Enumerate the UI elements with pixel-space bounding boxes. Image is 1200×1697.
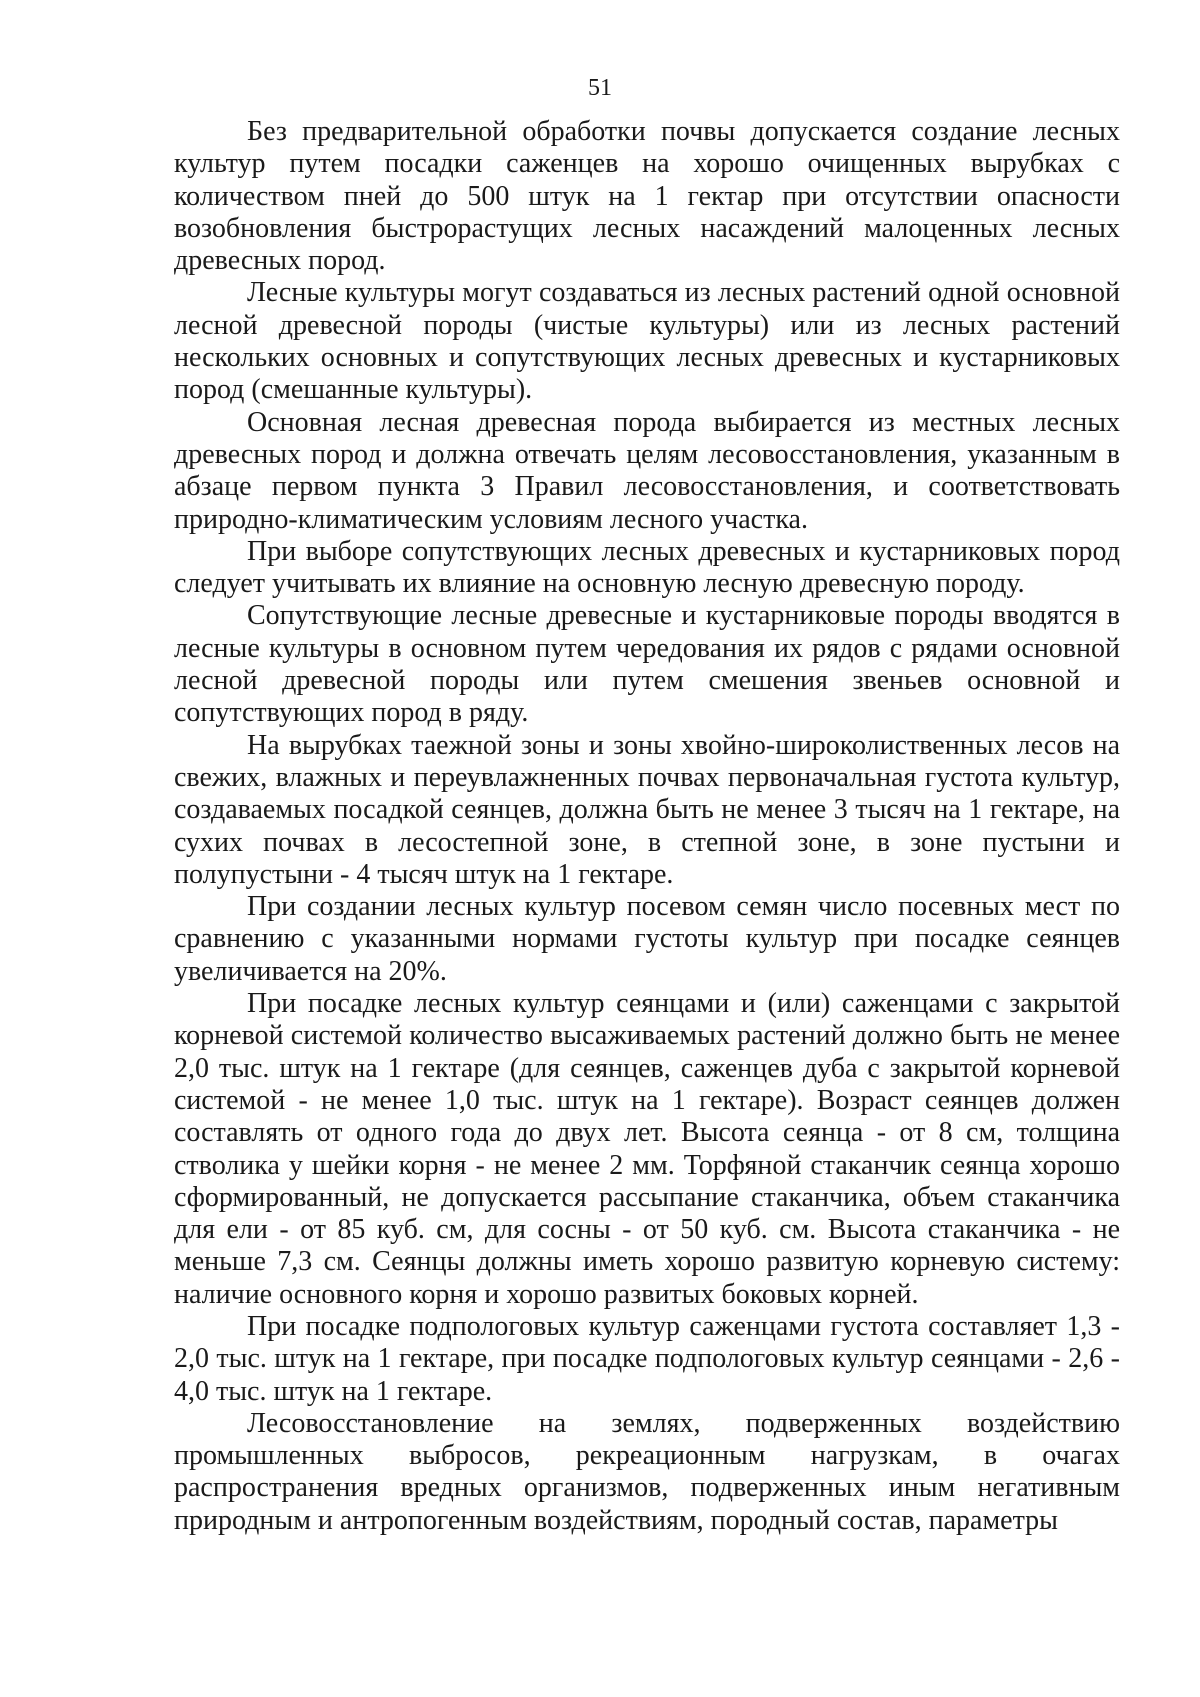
paragraph-8: При посадке лесных культур сеянцами и (или) саженцами с закрытой корневой системой количество высаживаемых растений должно быть не менее 2,0 тыс. штук на 1 гектаре (для сеянцев, саженцев дуба с закрытой корневой системой - не менее 1,0 тыс. штук на 1 гектаре). Возраст сеянцев должен составлять от одного года до двух лет. Высота сеянца - от 8 см, толщина стволика у шейки корня - не менее 2 мм. Торфяной стаканчик сеянца хорошо сформированный, не допускается рассыпание стаканчика, объем стаканчика для ели - от 85 куб. см, для сосны - от 50 куб. см. Высота стаканчика - не меньше 7,3 см. Сеянцы должны иметь хорошо развитую корневую систему: наличие основного корня и хорошо развитых боковых корней.	[174, 988, 1120, 1310]
paragraph-7: При создании лесных культур посевом семян число посевных мест по сравнению с указанными нормами густоты культур при посадке сеянцев увеличивается на 20%.	[174, 891, 1120, 987]
paragraph-4: При выборе сопутствующих лесных древесных и кустарниковых пород следует учитывать их влияние на основную лесную древесную породу.	[174, 535, 1120, 600]
paragraph-1: Без предварительной обработки почвы допускается создание лесных культур путем посадки саженцев на хорошо очищенных вырубках с количеством пней до 500 штук на 1 гектар при отсутствии опасности возобновления быстрорастущих лесных насаждений малоценных лесных древесных пород.	[174, 116, 1120, 277]
body-text	[174, 116, 1120, 1537]
paragraph-2: Лесные культуры могут создаваться из лесных растений одной основной лесной древесной породы (чистые культуры) или из лесных растений нескольких основных и сопутствующих лесных древесных и кустарниковых пород (смешанные культуры).	[174, 277, 1120, 406]
paragraph-10: Лесовосстановление на землях, подверженных воздействию промышленных выбросов, рекреационным нагрузкам, в очагах распространения вредных организмов, подверженных иным негативным природным и антропогенным воздействиям, породный состав, параметры	[174, 1407, 1120, 1536]
page-number: 51	[588, 75, 612, 101]
paragraph-6: На вырубках таежной зоны и зоны хвойно-широколиственных лесов на свежих, влажных и переувлажненных почвах первоначальная густота культур, создаваемых посадкой сеянцев, должна быть не менее 3 тысяч на 1 гектаре, на сухих почвах в лесостепной зоне, в степной зоне, в зоне пустыни и полупустыни - 4 тысяч штук на 1 гектаре.	[174, 729, 1120, 890]
paragraph-5: Сопутствующие лесные древесные и кустарниковые породы вводятся в лесные культуры в основном путем чередования их рядов с рядами основной лесной древесной породы или путем смешения звеньев основной и сопутствующих пород в ряду.	[174, 600, 1120, 729]
paragraph-9: При посадке подпологовых культур саженцами густота составляет 1,3 - 2,0 тыс. штук на 1 гектаре, при посадке подпологовых культур сеянцами - 2,6 - 4,0 тыс. штук на 1 гектаре.	[174, 1310, 1120, 1407]
paragraph-3: Основная лесная древесная порода выбирается из местных лесных древесных пород и должна отвечать целям лесовосстановления, указанным в абзаце первом пункта 3 Правил лесовосстановления, и соответствовать природно-климатическим условиям лесного участка.	[174, 406, 1120, 535]
